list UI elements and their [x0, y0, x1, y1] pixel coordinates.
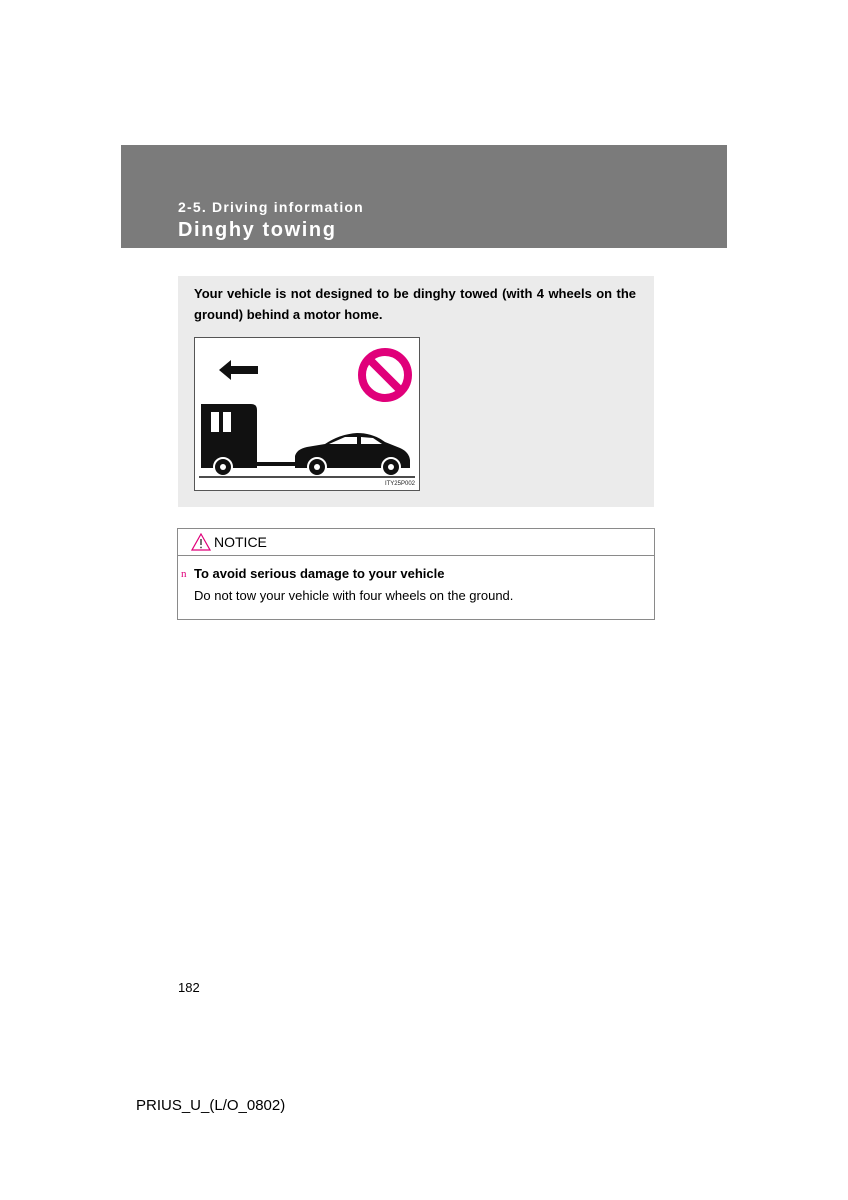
info-box [178, 276, 654, 507]
car-icon [295, 433, 410, 476]
page-number: 182 [178, 980, 200, 995]
notice-heading: To avoid serious damage to your vehicle [194, 566, 445, 581]
motorhome-towing-car-illustration [195, 338, 419, 490]
warning-triangle-icon [191, 533, 211, 551]
tow-bar [257, 462, 295, 466]
figure-code: ITY25P002 [384, 481, 415, 487]
prohibition-sign-icon [362, 352, 408, 398]
notice-header [178, 529, 654, 556]
towing-illustration [194, 337, 420, 491]
notice-body: Do not tow your vehicle with four wheels on the ground. [194, 588, 514, 603]
info-text: Your vehicle is not designed to be dinghy towed (with 4 wheels on the ground) behind a motor home. [194, 286, 636, 322]
motorhome-icon [201, 404, 257, 476]
notice-title: NOTICE [214, 534, 267, 550]
direction-arrow-icon [219, 360, 258, 380]
page-title: Dinghy towing [178, 219, 337, 241]
notice-box [177, 528, 655, 620]
section-label: 2-5. Driving information [178, 199, 364, 215]
bullet-icon: n [181, 568, 187, 580]
document-code: PRIUS_U_(L/O_0802) [136, 1097, 286, 1114]
section-header [121, 145, 727, 248]
